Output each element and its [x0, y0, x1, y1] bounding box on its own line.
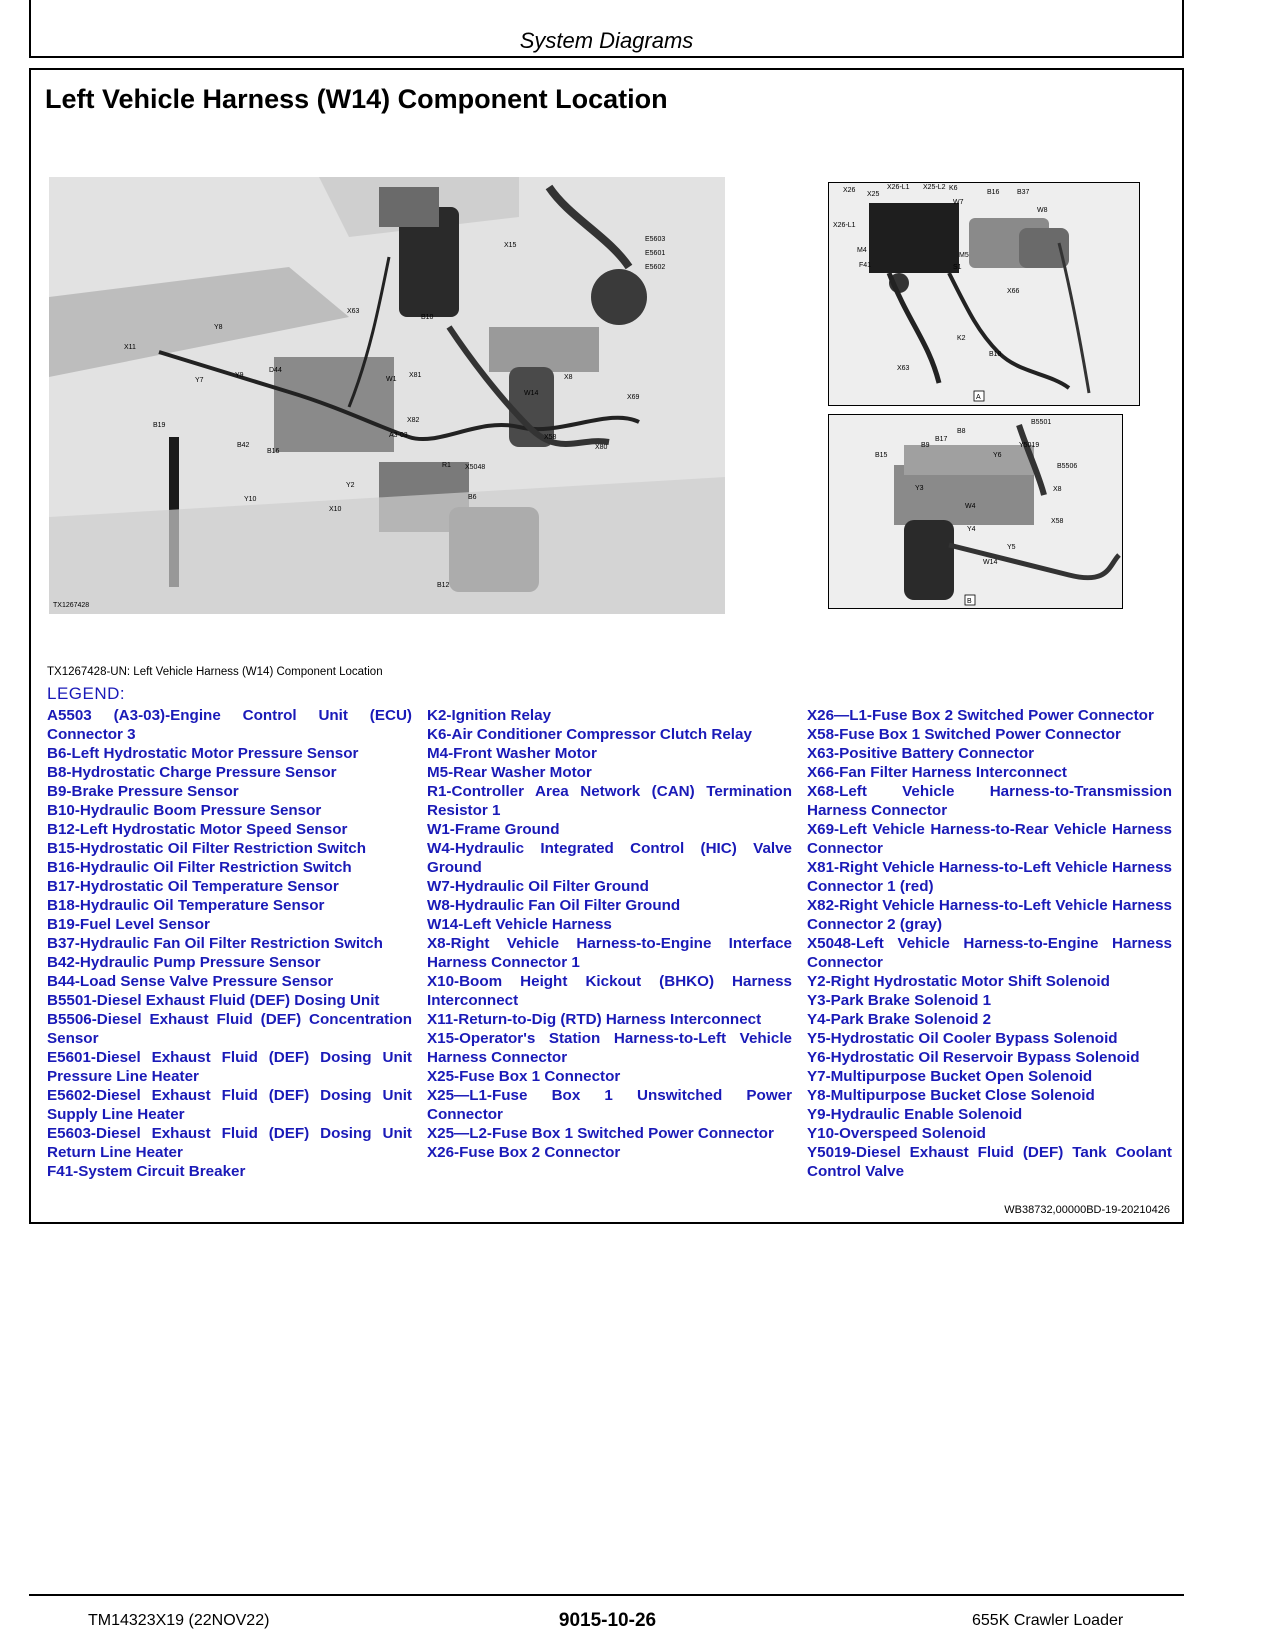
legend-item: K6-Air Conditioner Compressor Clutch Relay: [427, 726, 752, 743]
legend-item: B18-Hydraulic Oil Temperature Sensor: [47, 897, 325, 914]
legend-item: M5-Rear Washer Motor: [427, 764, 592, 781]
legend-item: X25—L2-Fuse Box 1 Switched Power Connector: [427, 1125, 774, 1142]
callout-label: X11: [124, 344, 136, 351]
legend-item: B10-Hydraulic Boom Pressure Sensor: [47, 802, 322, 819]
legend-item: B37-Hydraulic Fan Oil Filter Restriction Switch: [47, 935, 383, 952]
inset-b-tag: B: [967, 598, 972, 605]
inset-a-drawing: [829, 183, 1139, 405]
callout-label: S1: [953, 264, 962, 271]
callout-label: M4: [857, 247, 867, 254]
callout-label: A3-03: [389, 432, 408, 439]
callout-label: X82: [407, 417, 420, 424]
callout-label: Y7: [195, 377, 204, 384]
legend-item: X8-Right Vehicle Harness-to-Engine Interface Harness Connector 1: [427, 935, 792, 971]
inset-a-illustration: [828, 182, 1140, 406]
callout-label: W7: [953, 199, 964, 206]
legend-item: X26—L1-Fuse Box 2 Switched Power Connector: [807, 707, 1154, 724]
callout-label: Y5: [1007, 544, 1016, 551]
legend-item: B17-Hydrostatic Oil Temperature Sensor: [47, 878, 339, 895]
callout-label: B17: [935, 436, 948, 443]
legend-item: W14-Left Vehicle Harness: [427, 916, 612, 933]
inset-a-tag: A: [976, 394, 981, 401]
callout-label: X26: [843, 187, 856, 194]
legend-item: X81-Right Vehicle Harness-to-Left Vehicle Harness Connector 1 (red): [807, 859, 1172, 895]
legend-item: Y6-Hydrostatic Oil Reservoir Bypass Solenoid: [807, 1049, 1140, 1066]
callout-label: E5603: [645, 236, 666, 243]
footer-page-number: 9015-10-26: [558, 1610, 657, 1631]
header-title: System Diagrams: [519, 28, 694, 53]
callout-label: B15: [875, 452, 888, 459]
legend-item: X69-Left Vehicle Harness-to-Rear Vehicle Harness Connector: [807, 821, 1172, 857]
legend-item: W4-Hydraulic Integrated Control (HIC) Valve Ground: [427, 840, 792, 876]
callout-label: K6: [949, 185, 958, 192]
callout-label: X58: [544, 434, 557, 441]
callout-label: B5501: [1031, 419, 1052, 426]
legend-item: M4-Front Washer Motor: [427, 745, 597, 762]
legend-item: A5503 (A3-03)-Engine Control Unit (ECU) Connector 3: [47, 707, 412, 743]
callout-label: X26-L1: [887, 184, 910, 191]
callout-label: Y9: [235, 372, 244, 379]
callout-label: X8: [1053, 486, 1062, 493]
legend-column-1: [47, 706, 412, 1181]
callout-label: B9: [921, 442, 930, 449]
main-illustration-drawing: [49, 177, 725, 614]
callout-label: X10: [329, 506, 342, 513]
figure-caption: TX1267428-UN: Left Vehicle Harness (W14) Component Location: [47, 666, 383, 678]
callout-label: X25: [867, 191, 880, 198]
footer-manual-id: TM14323X19 (22NOV22): [88, 1612, 270, 1629]
callout-label: X66: [1007, 288, 1020, 295]
footer-rule: [29, 1594, 1184, 1596]
legend-item: X82-Right Vehicle Harness-to-Left Vehicle Harness Connector 2 (gray): [807, 897, 1172, 933]
callout-label: E5602: [645, 264, 666, 271]
callout-label: B18: [989, 351, 1002, 358]
legend-item: B12-Left Hydrostatic Motor Speed Sensor: [47, 821, 348, 838]
callout-label: X25-L2: [923, 184, 946, 191]
legend-item: X5048-Left Vehicle Harness-to-Engine Harness Connector: [807, 935, 1172, 971]
callout-label: W4: [965, 503, 976, 510]
legend-item: X11-Return-to-Dig (RTD) Harness Interconnect: [427, 1011, 762, 1028]
legend-item: X26-Fuse Box 2 Connector: [427, 1144, 621, 1161]
callout-label: B6: [468, 494, 477, 501]
callout-label: B12: [437, 582, 450, 589]
legend-item: Y3-Park Brake Solenoid 1: [807, 992, 992, 1009]
legend-item: Y9-Hydraulic Enable Solenoid: [807, 1106, 1023, 1123]
callout-label: Y10: [244, 496, 257, 503]
legend-item: Y10-Overspeed Solenoid: [807, 1125, 986, 1142]
reference-code: WB38732,00000BD-19-20210426: [1004, 1204, 1170, 1216]
legend-item: E5601-Diesel Exhaust Fluid (DEF) Dosing Unit Pressure Line Heater: [47, 1049, 412, 1085]
legend-item: X10-Boom Height Kickout (BHKO) Harness Interconnect: [427, 973, 792, 1009]
callout-label: B37: [1017, 189, 1030, 196]
legend-column-3: [807, 706, 1172, 1181]
callout-label: B5506: [1057, 463, 1078, 470]
legend-item: B6-Left Hydrostatic Motor Pressure Sensor: [47, 745, 359, 762]
legend-item: B5506-Diesel Exhaust Fluid (DEF) Concentration Sensor: [47, 1011, 412, 1047]
callout-label: X80: [595, 444, 608, 451]
legend-item: B9-Brake Pressure Sensor: [47, 783, 239, 800]
legend-item: Y7-Multipurpose Bucket Open Solenoid: [807, 1068, 1093, 1085]
section-title: Left Vehicle Harness (W14) Component Location: [45, 84, 668, 114]
callout-label: X5048: [465, 464, 486, 471]
legend-item: Y8-Multipurpose Bucket Close Solenoid: [807, 1087, 1095, 1104]
legend-column-2: [427, 706, 792, 1162]
callout-label: W8: [1037, 207, 1048, 214]
legend-item: X15-Operator's Station Harness-to-Left Vehicle Harness Connector: [427, 1030, 792, 1066]
callout-label: Y4: [967, 526, 976, 533]
legend-item: B15-Hydrostatic Oil Filter Restriction Switch: [47, 840, 367, 857]
legend-item: B42-Hydraulic Pump Pressure Sensor: [47, 954, 321, 971]
callout-label: Y3: [915, 485, 924, 492]
content-frame: [29, 68, 1184, 1224]
figure-id-text: TX1267428: [53, 602, 90, 609]
legend-item: X68-Left Vehicle Harness-to-Transmission Harness Connector: [807, 783, 1172, 819]
callout-label: X63: [347, 308, 360, 315]
legend-item: B5501-Diesel Exhaust Fluid (DEF) Dosing Unit: [47, 992, 380, 1009]
legend-item: Y5-Hydrostatic Oil Cooler Bypass Solenoid: [807, 1030, 1118, 1047]
main-illustration: [49, 177, 725, 614]
callout-label: Y5019: [1019, 442, 1040, 449]
legend-item: E5603-Diesel Exhaust Fluid (DEF) Dosing Unit Return Line Heater: [47, 1125, 412, 1161]
callout-label: Y6: [993, 452, 1002, 459]
callout-label: W14: [983, 559, 998, 566]
callout-label: W14: [524, 390, 539, 397]
callout-label: B8: [957, 428, 966, 435]
legend-item: X66-Fan Filter Harness Interconnect: [807, 764, 1067, 781]
callout-label: B19: [153, 422, 166, 429]
inset-b-drawing: [829, 415, 1122, 608]
callout-label: B42: [237, 442, 250, 449]
callout-label: Y8: [214, 324, 223, 331]
legend-item: B16-Hydraulic Oil Filter Restriction Switch: [47, 859, 352, 876]
legend-item: B19-Fuel Level Sensor: [47, 916, 210, 933]
callout-label: W1: [386, 376, 397, 383]
legend-item: Y4-Park Brake Solenoid 2: [807, 1011, 992, 1028]
callout-label: E5601: [645, 250, 666, 257]
callout-label: B16: [987, 189, 1000, 196]
callout-label: F41: [859, 262, 872, 269]
legend-item: X63-Positive Battery Connector: [807, 745, 1035, 762]
callout-label: M5: [959, 252, 969, 259]
legend-item: B44-Load Sense Valve Pressure Sensor: [47, 973, 334, 990]
callout-label: X15: [504, 242, 517, 249]
legend-item: B8-Hydrostatic Charge Pressure Sensor: [47, 764, 337, 781]
legend-item: F41-System Circuit Breaker: [47, 1163, 246, 1180]
callout-label: R1: [442, 462, 451, 469]
page-header: [29, 0, 1184, 58]
callout-label: X81: [409, 372, 422, 379]
callout-label: K2: [957, 335, 966, 342]
inset-b-illustration: [828, 414, 1123, 609]
legend-item: R1-Controller Area Network (CAN) Termination Resistor 1: [427, 783, 792, 819]
callout-label: X69: [627, 394, 640, 401]
legend-item: W7-Hydraulic Oil Filter Ground: [427, 878, 649, 895]
legend-heading: LEGEND:: [47, 684, 126, 703]
legend-item: Y5019-Diesel Exhaust Fluid (DEF) Tank Coolant Control Valve: [807, 1144, 1172, 1180]
legend-item: K2-Ignition Relay: [427, 707, 552, 724]
legend-item: Y2-Right Hydrostatic Motor Shift Solenoid: [807, 973, 1110, 990]
callout-label: X8: [564, 374, 573, 381]
legend-item: X58-Fuse Box 1 Switched Power Connector: [807, 726, 1121, 743]
legend-item: X25—L1-Fuse Box 1 Unswitched Power Connector: [427, 1087, 792, 1123]
callout-label: X58: [1051, 518, 1064, 525]
callout-label: D44: [269, 367, 282, 374]
callout-label: Y2: [346, 482, 355, 489]
legend-item: X25-Fuse Box 1 Connector: [427, 1068, 621, 1085]
callout-label: B16: [267, 448, 280, 455]
callout-label: B10: [421, 314, 434, 321]
footer-machine-model: 655K Crawler Loader: [972, 1612, 1124, 1629]
legend-item: W1-Frame Ground: [427, 821, 560, 838]
callout-label: X26-L1: [833, 222, 856, 229]
callout-label: X63: [897, 365, 910, 372]
legend-item: E5602-Diesel Exhaust Fluid (DEF) Dosing Unit Supply Line Heater: [47, 1087, 412, 1123]
legend-item: W8-Hydraulic Fan Oil Filter Ground: [427, 897, 681, 914]
